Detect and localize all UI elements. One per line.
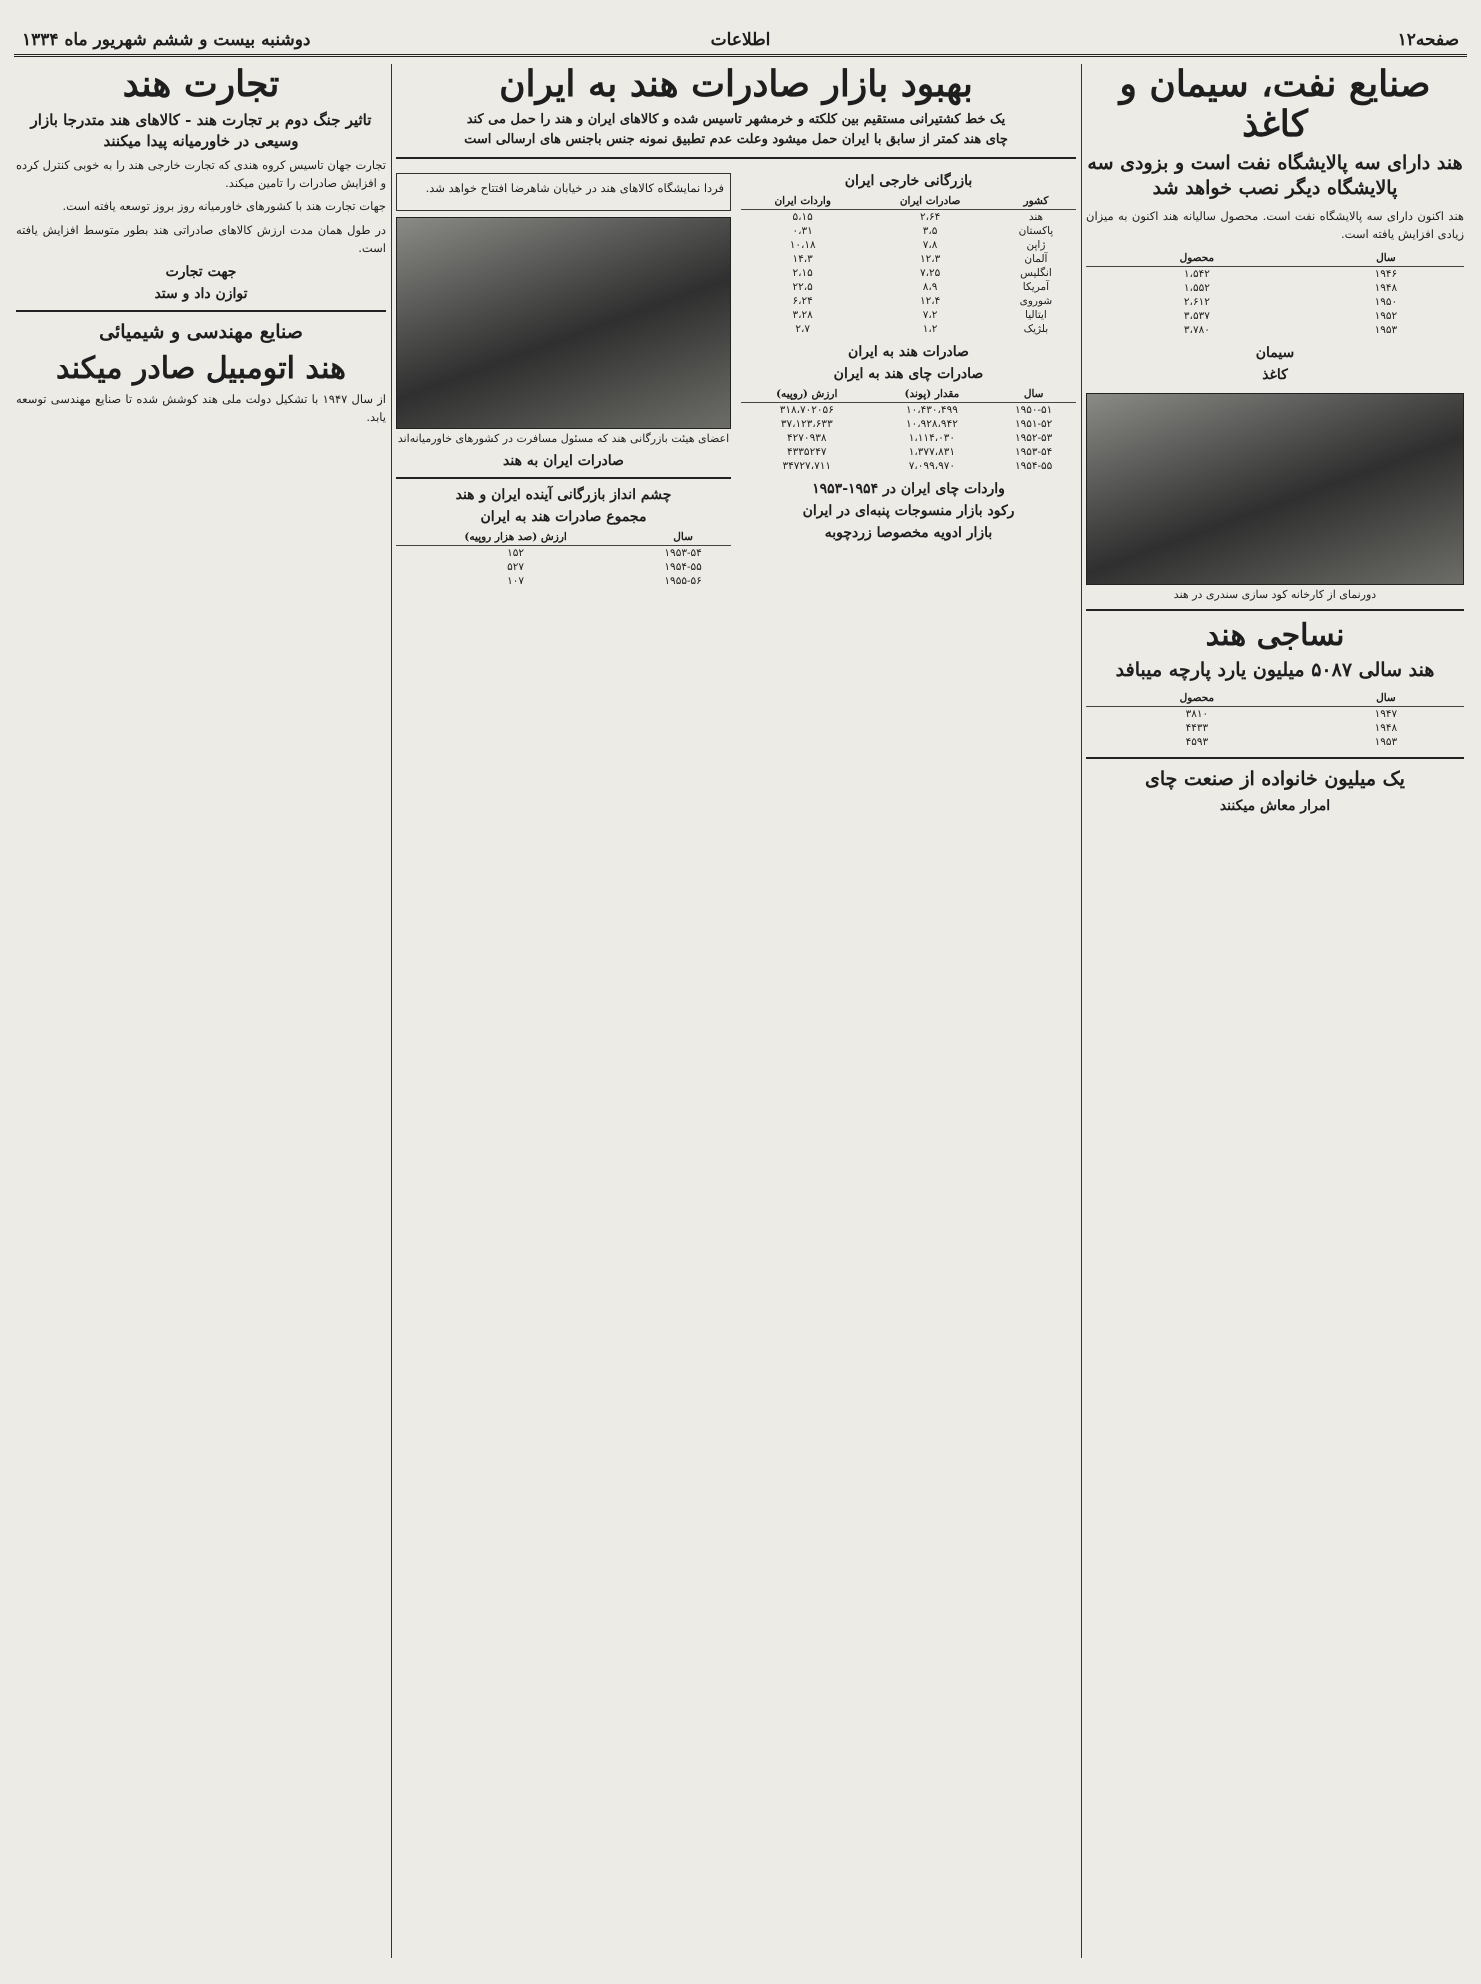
- column-exports: [396, 64, 1076, 1958]
- table-row: ۱۹۵۰ ۲،۶۱۲: [1183, 295, 1398, 308]
- masthead: [14, 28, 1467, 57]
- engineering-title: صنایع مهندسی و شیمیائی: [99, 320, 303, 343]
- trade-table: کشور صادرات ایران واردات ایران هند ۲،۶۴ ۵،۱۵ پاکستان ۳،۵ ۰،۳۱ ژاپن ۷،۸ ۱۰،۱۸ آلمان ۱۲،۳ ۱۴،۳ انگلیس ۷،۲۵ ۲،۱۵ آمریکا ۸،۹ ۲۲،۵ شوروی ۱۲،۴ ۶،۲۴ ایتالیا ۷،۲ ۳،۲۸ بلژیک ۱،۲ ۲،۷: [741, 193, 1076, 336]
- page-number: صفحه۱۲: [1397, 30, 1459, 50]
- table-row: ۱۹۵۱-۵۲ ۱۰،۹۲۸،۹۴۲ ۳۷،۱۲۳،۶۳۳: [780, 418, 1053, 431]
- tea-export-table: سال مقدار (پوند) ارزش (روپیه) ۱۹۵۰-۵۱ ۱۰،۴۳۰،۴۹۹ ۳۱۸،۷۰۲۰۵۶ ۱۹۵۱-۵۲ ۱۰،۹۲۸،۹۴۲ ۳۷،۱۲۳،۶۳۳ ۱۹۵۲-۵۳ ۱،۱۱۴،۰۳۰ ۴۲۷۰۹۳۸ ۱۹۵۳-۵۴ ۱،۳۷۷،۸۳۱ ۴۳۳۵۲۴۷ ۱۹۵۴-۵۵ ۷،۰۹۹،۹۷۰ ۳۴۷۲۷،۷۱۱: [741, 386, 1076, 473]
- section-heading: صادرات ایران به هند: [503, 453, 624, 470]
- table-row: بلژیک ۱،۲ ۲،۷: [795, 323, 1049, 336]
- factory-photo: [1086, 393, 1464, 585]
- table-row: انگلیس ۷،۲۵ ۲،۱۵: [792, 267, 1052, 280]
- textile-table: سال محصول ۱۹۴۷ ۳۸۱۰ ۱۹۴۸ ۴۴۳۳ ۱۹۵۳ ۴۵۹۳: [1086, 690, 1464, 749]
- section-heading: صادرات چای هند به ایران: [833, 366, 984, 383]
- section-heading: واردات چای ایران در ۱۹۵۴-۱۹۵۳: [812, 481, 1005, 498]
- section-heading: صادرات هند به ایران: [848, 344, 969, 361]
- table-row: آلمان ۱۲،۳ ۱۴،۳: [792, 253, 1048, 266]
- section-heading: بازرگانی خارجی ایران: [844, 173, 973, 190]
- table-row: ۱۹۵۳ ۳،۷۸۰: [1183, 323, 1398, 336]
- lede: یک خط کشتیرانی مستقیم بین کلکته و خرمشهر تاسیس شده و کالاهای ایران و هند را حمل می کند: [466, 112, 1006, 128]
- engineering-headline: هند اتومبیل صادر میکند: [56, 350, 346, 386]
- table-row: ۱۹۴۷ ۳۸۱۰: [1185, 707, 1398, 720]
- table-row: ۱۹۵۲-۵۳ ۱،۱۱۴،۰۳۰ ۴۲۷۰۹۳۸: [787, 432, 1053, 445]
- oil-table: سال محصول ۱۹۴۶ ۱،۵۴۲ ۱۹۴۸ ۱،۵۵۲ ۱۹۵۰ ۲،۶۱۲ ۱۹۵۲ ۳،۵۳۷ ۱۹۵۳ ۳،۷۸۰: [1086, 250, 1464, 337]
- table-row: ۱۹۵۳-۵۴ ۱۵۲: [507, 547, 702, 560]
- article-subtitle: هند دارای سه پالایشگاه نفت است و بزودی سه پالایشگاه دیگر نصب خواهد شد: [1087, 151, 1463, 200]
- table-row: ایتالیا ۷،۲ ۳،۲۸: [792, 309, 1047, 322]
- column-trade: [16, 64, 386, 1958]
- column-rule: [1081, 64, 1082, 1958]
- photo-caption: اعضای هیئت بازرگانی هند که مسئول مسافرت در کشورهای خاورمیانه‌اند: [397, 432, 730, 446]
- table-row: ۱۹۵۳ ۴۵۹۳: [1185, 735, 1398, 748]
- section-heading: بازار ادویه مخصوصا زردچوبه: [824, 525, 993, 542]
- table-row: شوروی ۱۲،۴ ۶،۲۴: [792, 295, 1053, 308]
- section-heading: توازن داد و ستد: [154, 285, 248, 302]
- delegation-photo: [396, 217, 731, 429]
- textile-subtitle: هند سالی ۵۰۸۷ میلیون یارد پارچه میبافد: [1115, 659, 1435, 682]
- article-text: تجارت جهان تاسیس کروه هندی که تجارت خارجی هند را به خوبی کنترل کرده و افزایش صادرات را تامین میکند.: [16, 157, 386, 190]
- tea-title: یک میلیون خانواده از صنعت چای: [1145, 767, 1405, 790]
- table-row: ۱۹۴۸ ۱،۵۵۲: [1183, 281, 1398, 294]
- table-row: ۱۹۵۴-۵۵ ۵۲۷: [507, 561, 702, 574]
- paper-name: اطلاعات: [710, 30, 771, 50]
- table-row: ۱۹۴۸ ۴۴۳۳: [1185, 721, 1398, 734]
- table-row: ژاپن ۷،۸ ۱۰،۱۸: [789, 239, 1046, 252]
- article-text: از سال ۱۹۴۷ با تشکیل دولت ملی هند کوشش شده تا صنایع مهندسی توسعه یابد.: [16, 392, 386, 424]
- article-title: صنایع نفت، سیمان و کاغذ: [1119, 64, 1431, 146]
- column-rule: [391, 64, 392, 1958]
- table-row: ۱۹۵۵-۵۶ ۱۰۷: [507, 575, 702, 588]
- photo-caption: دورنمای از کارخانه کود سازی سندری در هند: [1173, 587, 1377, 601]
- table-row: ۱۹۵۲ ۳،۵۳۷: [1183, 309, 1398, 322]
- section-heading: سیمان: [1255, 344, 1295, 361]
- table-row: آمریکا ۸،۹ ۲۲،۵: [792, 281, 1050, 294]
- table-row: پاکستان ۳،۵ ۰،۳۱: [792, 225, 1054, 238]
- table-row: هند ۲،۶۴ ۵،۱۵: [792, 211, 1044, 224]
- article-title: تجارت هند: [122, 64, 280, 105]
- article-text: جهات تجارت هند با کشورهای خاورمیانه روز بروز توسعه یافته است.: [62, 199, 386, 214]
- section-heading: چشم انداز بازرگانی آینده ایران و هند: [455, 487, 672, 504]
- exhibition-box: فردا نمایشگاه کالاهای هند در خیابان شاهرضا افتتاح خواهد شد.: [396, 173, 731, 211]
- section-heading: جهت تجارت: [165, 263, 237, 280]
- section-heading: کاغذ: [1262, 366, 1288, 383]
- article-title: بهبود بازار صادرات هند به ایران: [499, 64, 973, 105]
- lede-2: چای هند کمتر از سابق با ایران حمل میشود وعلت عدم تطبیق نمونه جنس باجنس های ارسالی است: [464, 131, 1008, 147]
- article-subtitle: تاثیر جنگ دوم بر تجارت هند - کالاهای هند متدرجا بازار وسیعی در خاورمیانه پیدا میکنند: [30, 111, 372, 150]
- tea-subtitle: امرار معاش میکنند: [1219, 798, 1331, 815]
- table-row: ۱۹۵۰-۵۱ ۱۰،۴۳۰،۴۹۹ ۳۱۸،۷۰۲۰۵۶: [779, 404, 1053, 417]
- textile-title: نساجی هند: [1205, 617, 1345, 653]
- table-row: ۱۹۵۳-۵۴ ۱،۳۷۷،۸۳۱ ۴۳۳۵۲۴۷: [787, 446, 1053, 459]
- issue-date: دوشنبه بیست و ششم شهریور ماه ۱۳۳۴: [22, 30, 311, 50]
- table-row: ۱۹۴۶ ۱،۵۴۲: [1183, 267, 1398, 280]
- future-table: سال ارزش (صد هزار روپیه) ۱۹۵۳-۵۴ ۱۵۲ ۱۹۵۴-۵۵ ۵۲۷ ۱۹۵۵-۵۶ ۱۰۷: [396, 529, 731, 588]
- article-text: در طول همان مدت ارزش کالاهای صادراتی هند بطور متوسط افزایش یافته است.: [16, 223, 386, 256]
- column-industry: [1086, 64, 1464, 1958]
- section-heading: رکود بازار منسوجات پنبه‌ای در ایران: [802, 503, 1015, 520]
- section-heading: مجموع صادرات هند به ایران: [480, 509, 647, 526]
- article-text: هند اکنون دارای سه پالایشگاه نفت است. محصول سالیانه هند اکنون به میزان زیادی افزایش یافته است.: [1086, 208, 1464, 241]
- table-row: ۱۹۵۴-۵۵ ۷،۰۹۹،۹۷۰ ۳۴۷۲۷،۷۱۱: [782, 460, 1053, 473]
